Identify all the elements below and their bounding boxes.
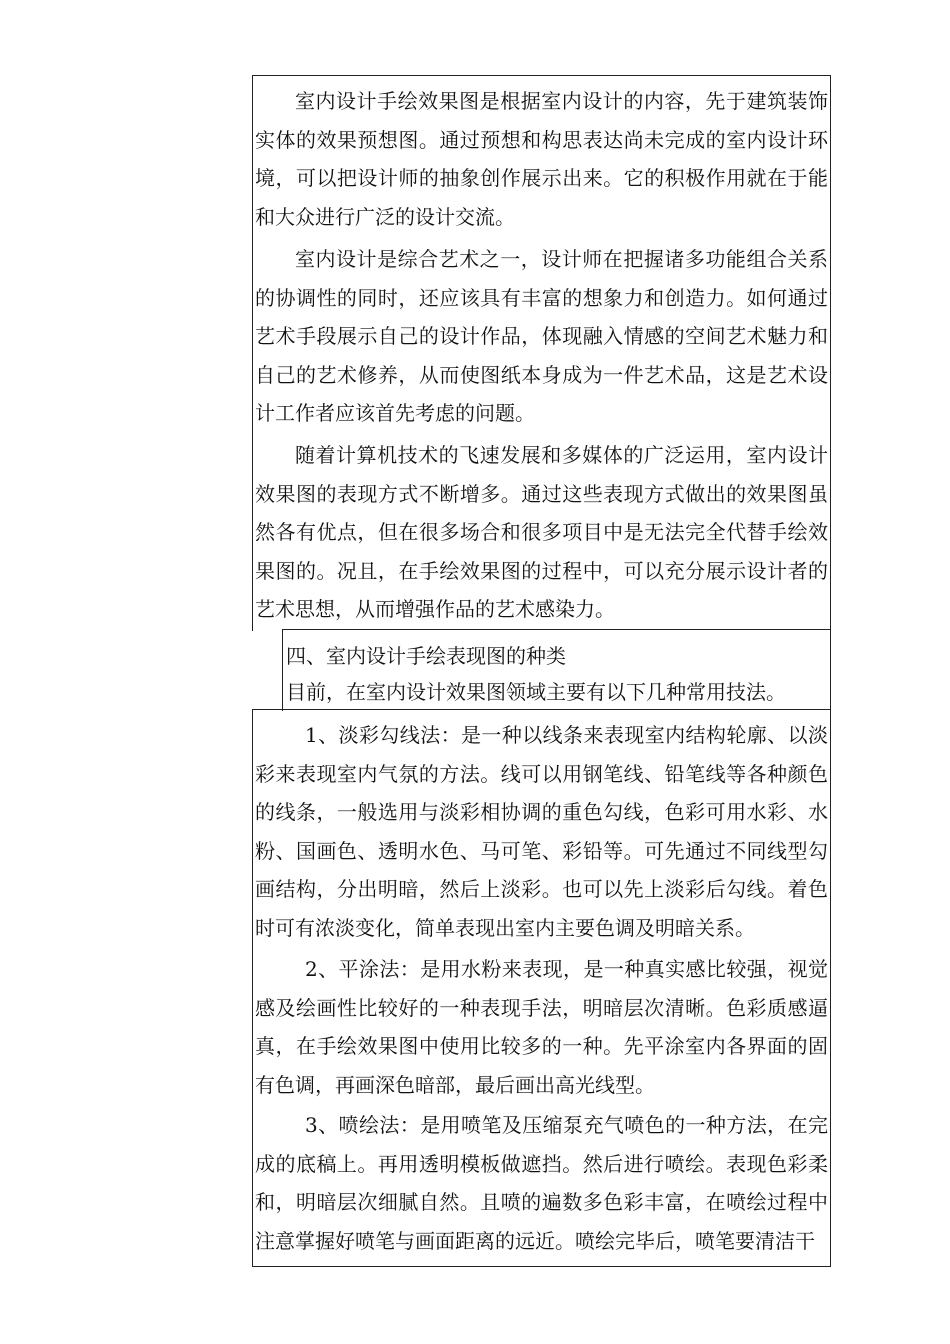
intro-text-cell <box>252 75 831 631</box>
technique-paragraph: 1、淡彩勾线法：是一种以线条来表现室内结构轮廓、以淡彩来表现室内气氛的方法。线可以用钢笔线、铅笔线等各种颜色的线条，一般选用与淡彩相协调的重色勾线，色彩可用水彩、水粉、国画色、透明水色、马可笔、彩铅等。可先通过不同线型勾画结构，分出明暗，然后上淡彩。也可以先上淡彩后勾线。着色时可有浓淡变化，简单表现出室内主要色调及明暗关系。 <box>255 723 828 940</box>
technique-paragraph: 3、喷绘法：是用喷笔及压缩泵充气喷色的一种方法，在完成的底稿上。再用透明模板做遮挡。然后进行喷绘。表现色彩柔和，明暗层次细腻自然。且喷的遍数多色彩丰富，在喷绘过程中注意掌握好喷笔与画面距离的远近。喷绘完毕后，喷笔要清洁干 <box>255 1113 828 1253</box>
techniques-text-cell <box>252 709 831 1267</box>
section-heading-cell <box>282 629 831 711</box>
body-paragraph: 室内设计手绘效果图是根据室内设计的内容，先于建筑装饰实体的效果预想图。通过预想和构思表达尚未完成的室内设计环境，可以把设计师的抽象创作展示出来。它的积极作用就在于能和大众进行广泛的设计交流。 <box>255 89 828 229</box>
body-paragraph: 随着计算机技术的飞速发展和多媒体的广泛运用，室内设计效果图的表现方式不断增多。通过这些表现方式做出的效果图虽然各有优点，但在很多场合和很多项目中是无法完全代替手绘效果图的。况且，在手绘效果图的过程中，可以充分展示设计者的艺术思想，从而增强作品的艺术感染力。 <box>255 443 828 621</box>
section-intro: 目前，在室内设计效果图领域主要有以下几种常用技法。 <box>286 680 786 704</box>
body-paragraph: 室内设计是综合艺术之一，设计师在把握诸多功能组合关系的协调性的同时，还应该具有丰富的想象力和创造力。如何通过艺术手段展示自己的设计作品，体现融入情感的空间艺术魅力和自己的艺术修养，从而使图纸本身成为一件艺术品，这是艺术设计工作者应该首先考虑的问题。 <box>255 247 828 425</box>
section-heading: 四、室内设计手绘表现图的种类 <box>286 644 566 668</box>
technique-paragraph: 2、平涂法：是用水粉来表现，是一种真实感比较强，视觉感及绘画性比较好的一种表现手法，明暗层次清晰。色彩质感逼真，在手绘效果图中使用比较多的一种。先平涂室内各界面的固有色调，再画深色暗部，最后画出高光线型。 <box>255 957 828 1097</box>
